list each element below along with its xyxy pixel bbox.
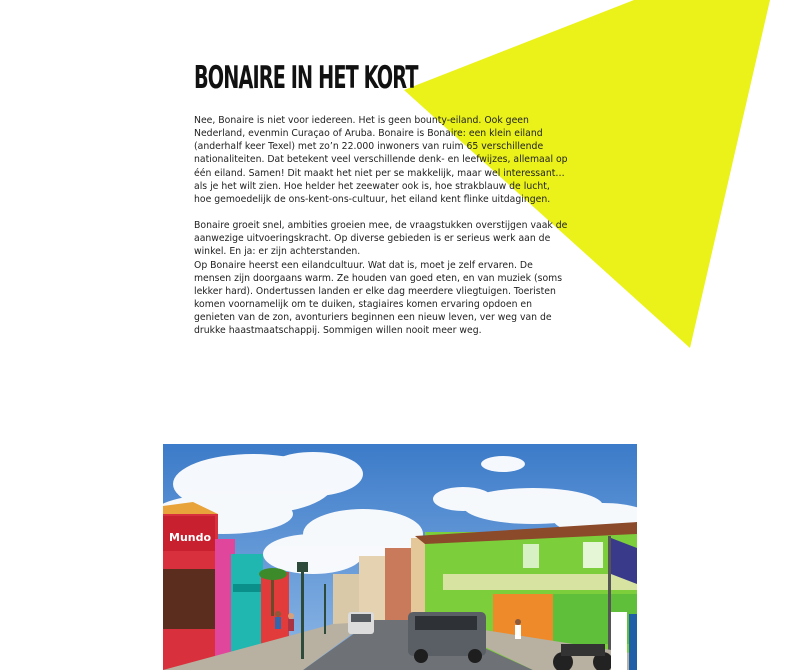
paragraph-growth: Bonaire groeit snel, ambities groeien mee, de vraagstukken overstijgen vaak de aanwezige uitvoeringskracht. Op diverse gebieden is er serieus werk aan de winkel. En ja: er zijn achterstanden. — [194, 220, 568, 258]
shop-sign-text: Mundo — [169, 531, 212, 544]
section-title: BONAIRE IN HET KORT — [194, 60, 418, 96]
street-photo — [163, 444, 637, 670]
paragraph-intro: Nee, Bonaire is niet voor iedereen. Het is geen bounty-eiland. Ook geen Nederland, evenmin Curaçao of Aruba. Bonaire is Bonaire: een klein eiland (anderhalf keer Texel) met zo’n 22.000 inwoners van ruim 65 verschillende nationaliteiten. Dat betekent veel verschillende denk- en leefwijzes, allemaal op één eiland. Samen! Dit maakt het niet per se makkelijk, maar wel interessant… als je het wilt zien. Hoe helder het zeewater ook is, hoe strakblauw de lucht, hoe gemoedelijk de ons-kent-ons-cultuur, het eiland kent flinke uitdagingen. — [194, 115, 568, 205]
intro-section — [194, 58, 570, 338]
paragraph-culture: Op Bonaire heerst een eilandcultuur. Wat dat is, moet je zelf ervaren. De mensen zijn doorgaans warm. Ze houden van goed eten, en van muziek (soms lekker hard). Ondertussen landen er elke dag meerdere vliegtuigen. Toeristen komen voornamelijk om te duiken, stagiaires komen ervaring opdoen en genieten van de zon, avonturiers beginnen een nieuw leven, ver weg van de drukke haastmaatschappij. Sommigen willen nooit meer weg. — [194, 259, 563, 337]
street-photo-illustration — [163, 444, 637, 670]
